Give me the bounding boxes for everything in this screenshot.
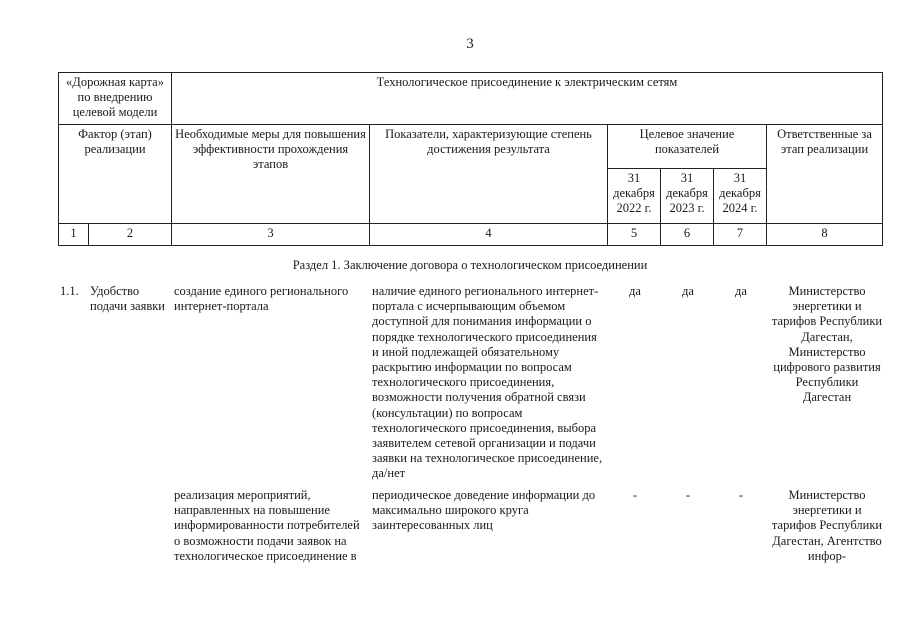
roadmap-title: Технологическое присоединение к электрическим сетям <box>172 73 883 125</box>
column-number: 3 <box>172 224 370 246</box>
roadmap-header-table <box>58 72 883 246</box>
column-header-measures: Необходимые меры для повышения эффективности прохождения этапов <box>172 125 370 224</box>
column-header-target: Целевое значение показателей <box>608 125 767 169</box>
row-indicator: периодическое доведение информации до максимально широкого круга заинтересованных лиц <box>372 488 596 533</box>
column-header-date-2022: 31 декабря 2022 г. <box>608 169 661 224</box>
section-title: Раздел 1. Заключение договора о технологическом присоединении <box>292 258 648 272</box>
roadmap-label: «Дорожная карта» по внедрению целевой модели <box>59 73 172 125</box>
column-number: 2 <box>89 224 172 246</box>
row-value-2022: да <box>629 284 641 298</box>
column-header-responsible: Ответственные за этап реализации <box>767 125 883 224</box>
column-number: 7 <box>714 224 767 246</box>
column-header-date-2023: 31 декабря 2023 г. <box>661 169 714 224</box>
row-responsible: Министерство энергетики и тарифов Республики Дагестан, Агентство инфор- <box>771 488 883 563</box>
row-indicator: наличие единого регионального интернет-портала с исчерпывающим объемом доступной для понимания информации о порядке технологического присоединения и иной подлежащей обязательному раскрытию информации по вопросам технологического присоединения, возможности получения обратной связи (консультации) по вопросам технологического присоединения, выбора заявителем сетевой организации и подачи заявки на технологическое присоединение, да/нет <box>372 284 603 481</box>
column-number: 5 <box>608 224 661 246</box>
column-header-factor: Фактор (этап) реализации <box>59 125 172 224</box>
row-number: 1.1. <box>60 284 79 298</box>
row-factor: Удобство подачи заявки <box>90 284 165 314</box>
row-responsible: Министерство энергетики и тарифов Республики Дагестан, Министерство цифрового развития Республики Дагестан <box>771 284 883 405</box>
row-value-2023: - <box>685 488 691 502</box>
row-value-2024: - <box>738 488 744 502</box>
column-number: 4 <box>370 224 608 246</box>
column-number: 8 <box>767 224 883 246</box>
row-value-2023: да <box>682 284 694 298</box>
column-header-indicators: Показатели, характеризующие степень достижения результата <box>370 125 608 224</box>
column-header-date-2024: 31 декабря 2024 г. <box>714 169 767 224</box>
column-number: 6 <box>661 224 714 246</box>
column-number: 1 <box>59 224 89 246</box>
page-number: 3 <box>466 36 474 52</box>
row-measure: создание единого регионального интернет-портала <box>174 284 349 314</box>
row-measure: реализация мероприятий, направленных на повышение информированности потребителей о возможности подачи заявок на технологическое присоединение в <box>174 488 360 563</box>
row-value-2024: да <box>735 284 747 298</box>
row-value-2022: - <box>632 488 638 502</box>
